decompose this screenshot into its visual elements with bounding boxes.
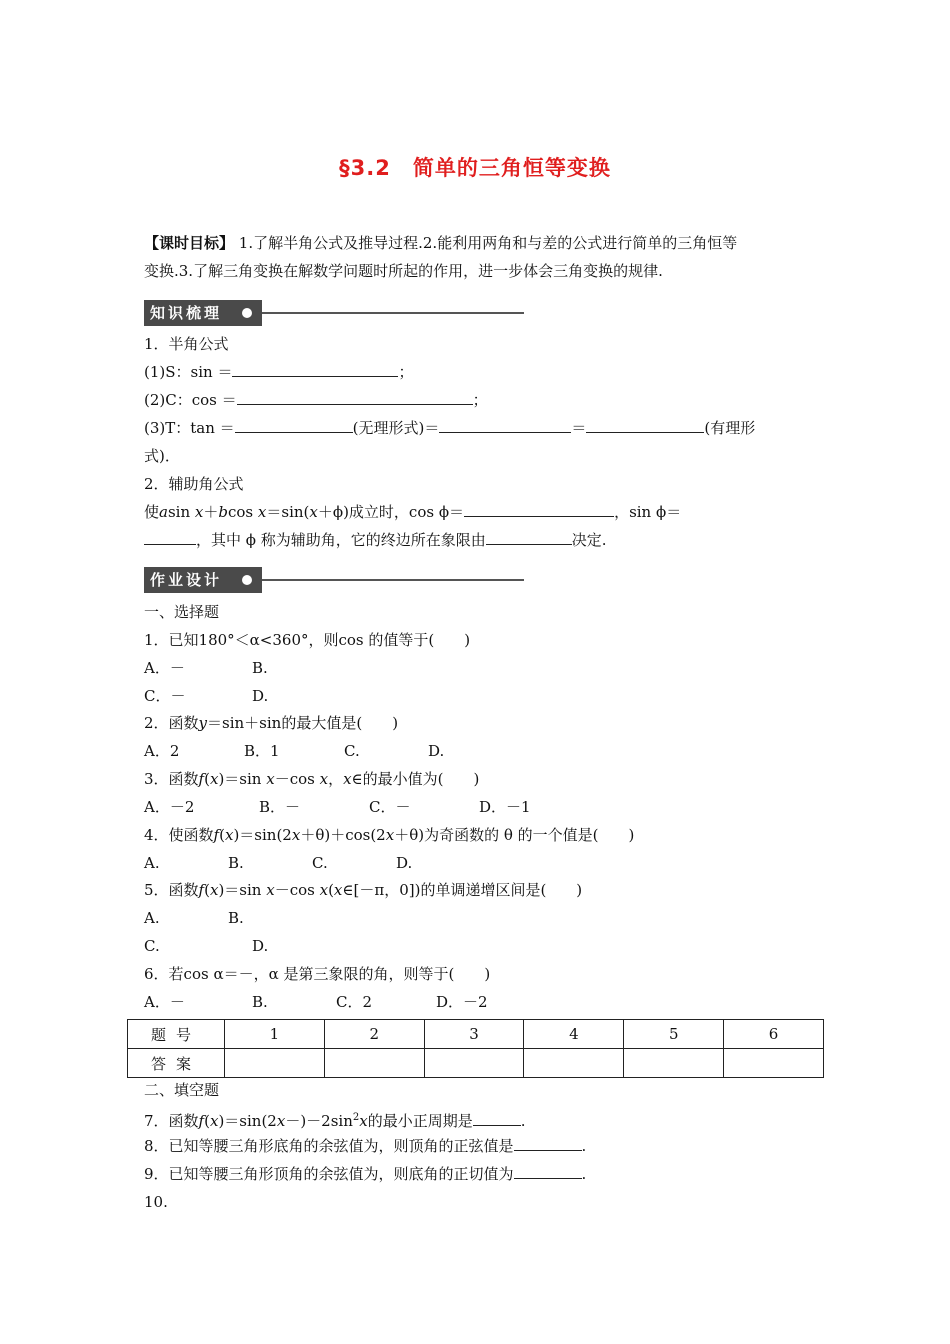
- goal-label: 【课时目标】: [144, 234, 235, 252]
- text: －)－2sin: [285, 1112, 353, 1130]
- section-heading-homework: 作业设计: [144, 567, 262, 593]
- var-f: f: [198, 1112, 205, 1130]
- text: －cos: [274, 881, 320, 899]
- option-a[interactable]: A．－: [144, 659, 185, 677]
- var-x: x: [343, 770, 352, 788]
- var-b: b: [218, 503, 228, 521]
- text: ，其中 ϕ 称为辅助角，它的终边所在象限由: [196, 531, 486, 549]
- var-y: y: [198, 714, 208, 732]
- var-x: x: [333, 881, 343, 899]
- punct: .: [581, 1137, 587, 1155]
- var-x: x: [266, 770, 275, 788]
- question-6-options: [144, 992, 488, 1012]
- option-d[interactable]: D．－2: [436, 993, 488, 1011]
- text: 9．已知等腰三角形顶角的余弦值为，则底角的正切值为: [144, 1165, 514, 1183]
- text: )＝sin: [218, 770, 267, 788]
- text: ∈[－π，0])的单调递增区间是( ): [342, 881, 583, 899]
- option-b[interactable]: B.: [252, 659, 268, 677]
- punct: ＝: [571, 419, 587, 437]
- question-7: [144, 1108, 526, 1131]
- option-a[interactable]: A．2: [144, 742, 180, 760]
- option-d[interactable]: D.: [252, 687, 269, 705]
- answer-blank[interactable]: [144, 530, 196, 545]
- question-5-options-cd: [144, 936, 269, 956]
- var-x: x: [224, 826, 234, 844]
- text: (: [204, 881, 210, 899]
- answer-blank[interactable]: [235, 418, 353, 433]
- answer-blank[interactable]: [473, 1111, 521, 1126]
- text: ＋: [203, 503, 219, 521]
- option-c[interactable]: C.: [144, 937, 160, 955]
- var-a: a: [159, 503, 168, 521]
- var-x: x: [359, 1112, 368, 1130]
- half-angle-cos: [144, 390, 488, 410]
- half-angle-tan-cont: 式)．: [144, 447, 180, 465]
- text: 3．函数: [144, 770, 199, 788]
- answer-table: [127, 1019, 824, 1078]
- goal-text-1: 1.了解半角公式及推导过程.2.能利用两角和与差的公式进行简单的三角恒等: [238, 234, 738, 252]
- var-x: x: [257, 503, 267, 521]
- text: 5．函数: [144, 881, 199, 899]
- text: )＝sin(2: [233, 826, 292, 844]
- aux-angle-line-2: [144, 530, 607, 550]
- question-9: [144, 1164, 586, 1184]
- half-angle-tan: [144, 418, 755, 438]
- cos-formula-label: (2)C：cos ＝: [144, 391, 237, 409]
- half-angle-sin: [144, 362, 413, 382]
- sin-formula-label: (1)S：sin ＝: [144, 363, 233, 381]
- answer-blank[interactable]: [464, 502, 614, 517]
- text: 4．使函数: [144, 826, 214, 844]
- option-c[interactable]: C．－: [369, 798, 411, 816]
- option-c[interactable]: C.: [312, 854, 328, 872]
- irrational-form-label: (无理形式)＝: [352, 419, 440, 437]
- text: ＋ϕ)成立时，cos ϕ＝: [317, 503, 465, 521]
- option-d[interactable]: D.: [252, 937, 269, 955]
- answer-cell[interactable]: [324, 1049, 424, 1078]
- section-header-knowledge: [144, 300, 524, 326]
- exponent: 2: [352, 1112, 360, 1123]
- column-number: 2: [324, 1020, 424, 1049]
- text: 决定.: [571, 531, 607, 549]
- text: ＋θ)＋cos(2: [300, 826, 386, 844]
- text: (: [204, 1112, 210, 1130]
- punct: .: [520, 1112, 526, 1130]
- option-b[interactable]: B.: [228, 909, 244, 927]
- question-2-options: [144, 741, 445, 761]
- bullet-dot-icon: [242, 308, 252, 318]
- tan-formula-label: (3)T：tan ＝: [144, 419, 235, 437]
- row-header-answer: 答案: [128, 1049, 225, 1078]
- var-x: x: [209, 881, 219, 899]
- option-d[interactable]: D.: [428, 742, 445, 760]
- option-a[interactable]: A.: [144, 854, 160, 872]
- text: 的最小正周期是: [367, 1112, 473, 1130]
- question-3: [144, 769, 479, 789]
- punct: ；: [472, 391, 488, 409]
- option-d[interactable]: D.: [396, 854, 413, 872]
- var-f: f: [213, 826, 220, 844]
- text: ∈的最小值为( ): [351, 770, 480, 788]
- column-number: 3: [424, 1020, 524, 1049]
- question-5-options-ab: [144, 908, 244, 928]
- var-x: x: [385, 826, 395, 844]
- question-1-options-cd: [144, 686, 269, 706]
- option-a[interactable]: A．－: [144, 993, 185, 1011]
- var-x: x: [266, 881, 275, 899]
- text: ＝sin＋sin的最大值是( ): [207, 714, 399, 732]
- text: sin: [167, 503, 195, 521]
- column-number: 5: [624, 1020, 724, 1049]
- column-number: 4: [524, 1020, 624, 1049]
- answer-blank[interactable]: [486, 530, 572, 545]
- option-b[interactable]: B．－: [259, 798, 301, 816]
- question-3-options: [144, 797, 531, 817]
- punct: ；: [398, 363, 414, 381]
- question-5: [144, 880, 582, 900]
- text: 2．函数: [144, 714, 199, 732]
- text: cos: [228, 503, 258, 521]
- text: )＝sin: [218, 881, 267, 899]
- option-c[interactable]: C．－: [144, 687, 186, 705]
- text: 7．函数: [144, 1112, 199, 1130]
- var-x: x: [319, 770, 329, 788]
- text: 使: [144, 503, 160, 521]
- var-x: x: [209, 770, 219, 788]
- var-f: f: [198, 770, 205, 788]
- answer-cell[interactable]: [225, 1049, 325, 1078]
- text: (: [204, 770, 210, 788]
- table-row: [128, 1020, 824, 1049]
- section-heading-knowledge: 知识梳理: [144, 300, 262, 326]
- rational-form-label: (有理形: [704, 419, 756, 437]
- var-x: x: [309, 503, 318, 521]
- aux-angle-line-1: [144, 502, 681, 522]
- question-2: [144, 713, 398, 733]
- punct: .: [581, 1165, 587, 1183]
- var-x: x: [276, 1112, 286, 1130]
- answer-cell[interactable]: [524, 1049, 624, 1078]
- question-6: 6．若cos α＝－，α 是第三象限的角，则等于( ): [144, 965, 491, 983]
- question-10: 10.: [144, 1193, 168, 1211]
- answer-cell[interactable]: [424, 1049, 524, 1078]
- option-c[interactable]: C.: [344, 742, 360, 760]
- goal-line-2: 变换.3.了解三角变换在解数学问题时所起的作用，进一步体会三角变换的规律.: [144, 262, 663, 280]
- text: 8．已知等腰三角形底角的余弦值为，则顶角的正弦值是: [144, 1137, 514, 1155]
- answer-blank[interactable]: [514, 1136, 582, 1151]
- table-row: [128, 1049, 824, 1078]
- text: )＝sin(2: [218, 1112, 277, 1130]
- row-header-number: 题号: [128, 1020, 225, 1049]
- goal-line-1: [144, 233, 737, 253]
- question-4-options: [144, 853, 413, 873]
- option-b[interactable]: B.: [228, 854, 244, 872]
- var-x: x: [194, 503, 204, 521]
- option-d[interactable]: D．－1: [479, 798, 531, 816]
- text: ，: [328, 770, 344, 788]
- answer-cell[interactable]: [624, 1049, 724, 1078]
- text: ＋θ)为奇函数的 θ 的一个值是( ): [394, 826, 635, 844]
- section-rule: [262, 312, 524, 314]
- text: (: [219, 826, 225, 844]
- answer-blank[interactable]: [232, 362, 398, 377]
- text: －cos: [274, 770, 320, 788]
- half-angle-title: 1．半角公式: [144, 335, 229, 353]
- question-1-options-ab: [144, 658, 268, 678]
- answer-blank[interactable]: [586, 418, 704, 433]
- var-x: x: [209, 1112, 219, 1130]
- column-number: 6: [724, 1020, 824, 1049]
- text: ＝sin(: [266, 503, 310, 521]
- answer-blank[interactable]: [237, 390, 473, 405]
- text: ，sin ϕ＝: [614, 503, 682, 521]
- section-header-homework: [144, 567, 524, 593]
- answer-blank[interactable]: [514, 1164, 582, 1179]
- question-8: [144, 1136, 586, 1156]
- question-1: 1．已知180°＜α<360°，则cos 的值等于( ): [144, 631, 471, 649]
- var-x: x: [319, 881, 329, 899]
- part-fill-title: 二、填空题: [144, 1081, 220, 1099]
- option-a[interactable]: A．－2: [144, 798, 195, 816]
- option-b[interactable]: B．1: [244, 742, 280, 760]
- var-x: x: [291, 826, 301, 844]
- answer-blank[interactable]: [439, 418, 571, 433]
- bullet-dot-icon: [242, 575, 252, 585]
- option-a[interactable]: A.: [144, 909, 160, 927]
- option-b[interactable]: B.: [252, 993, 268, 1011]
- part-choice-title: 一、选择题: [144, 603, 220, 621]
- column-number: 1: [225, 1020, 325, 1049]
- question-4: [144, 825, 634, 845]
- aux-angle-title: 2．辅助角公式: [144, 475, 244, 493]
- text: (: [328, 881, 334, 899]
- section-rule: [262, 579, 524, 581]
- page-title: §3.2 简单的三角恒等变换: [339, 156, 611, 180]
- var-f: f: [198, 881, 205, 899]
- option-c[interactable]: C．2: [336, 993, 373, 1011]
- answer-cell[interactable]: [724, 1049, 824, 1078]
